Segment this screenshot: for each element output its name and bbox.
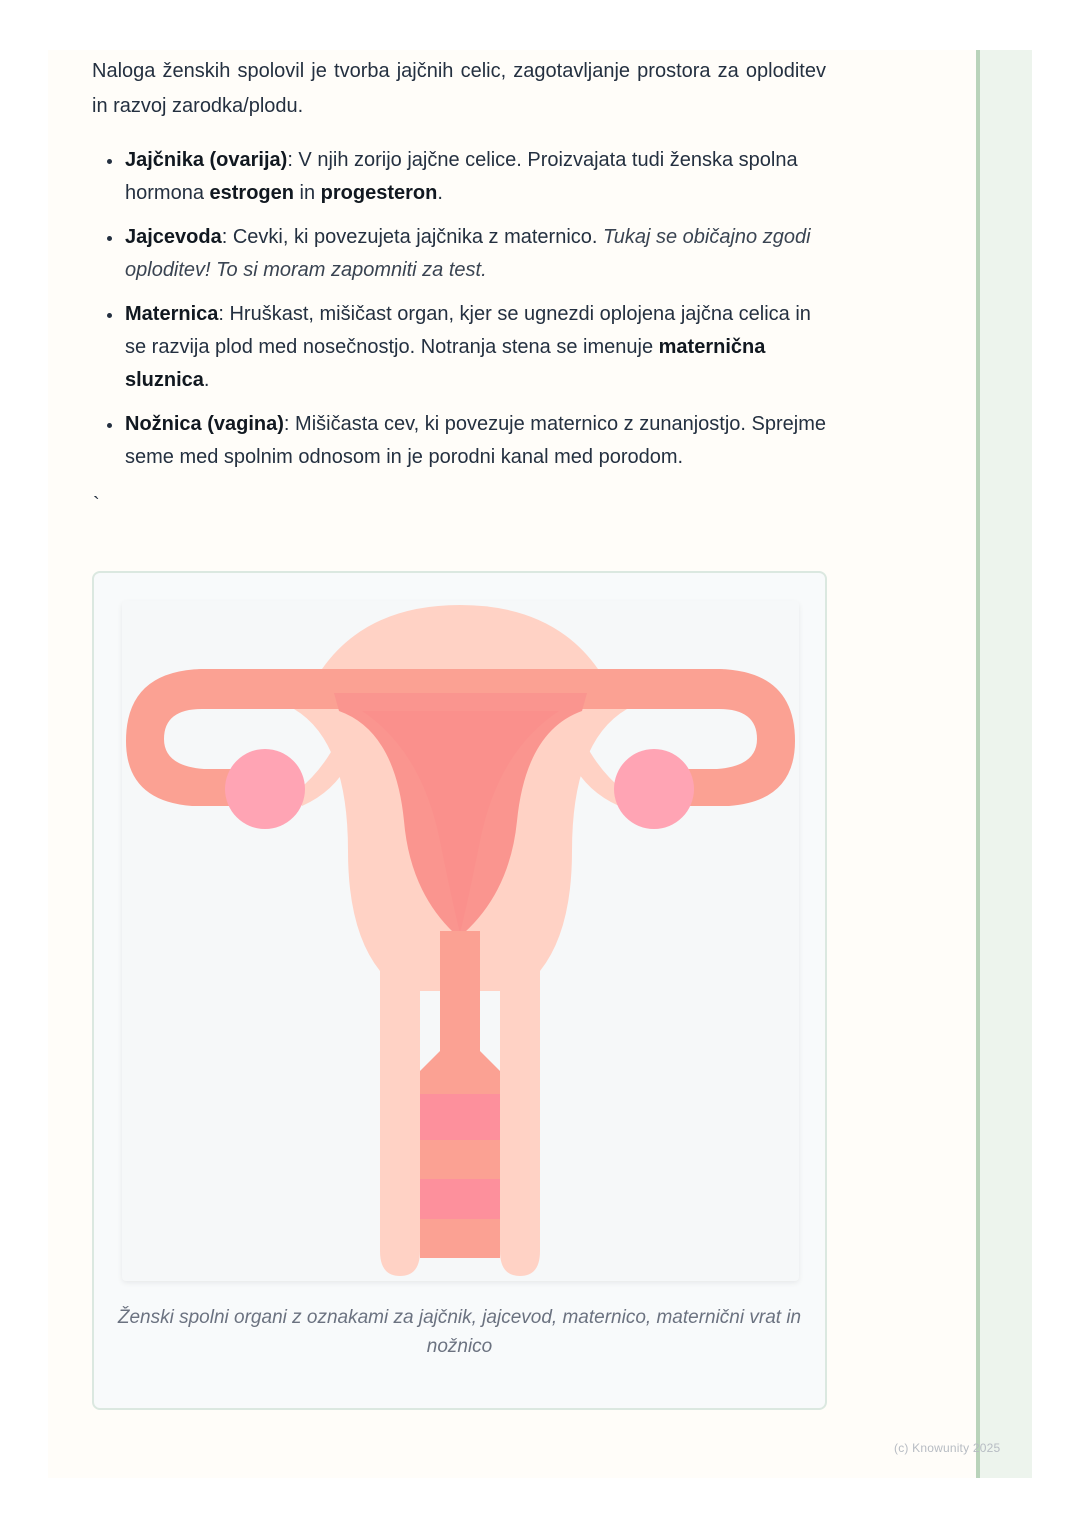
stray-backtick: `: [93, 494, 100, 516]
vaginal-ring-lower: [420, 1179, 500, 1219]
ovaries-period: .: [437, 182, 443, 204]
list-item-ovaries: [124, 144, 826, 210]
vaginal-ring-upper: [420, 1094, 500, 1140]
right-ovary: [614, 749, 694, 829]
list-item-fallopian-tubes: [124, 221, 826, 287]
term-ovaries: Jajčnika (ovarija): [125, 149, 288, 171]
term-progesterone: progesteron: [320, 182, 438, 204]
organ-list: [92, 144, 826, 474]
document-content: [92, 54, 826, 485]
term-uterus: Maternica: [125, 303, 219, 325]
copyright-notice: (c) Knowunity 2025: [894, 1441, 1001, 1455]
term-fallopian-tubes: Jajcevoda: [125, 226, 222, 248]
left-ovary: [225, 749, 305, 829]
vagina-description: : Mišičasta cev, ki povezuje maternico z zunanjostjo. Sprejme seme med spolnim odnosom in je porodni kanal med porodom.: [125, 413, 827, 468]
figure-box: [92, 571, 827, 1410]
list-item-uterus: [124, 298, 826, 397]
fallopian-tubes-note: Tukaj se običajno zgodi oploditev! To si moram zapomniti za test.: [125, 226, 811, 281]
term-endometrium: maternična sluznica: [125, 336, 766, 391]
uterus-period: .: [203, 369, 210, 391]
female-reproductive-organs-illustration: [122, 601, 799, 1281]
term-vagina: Nožnica (vagina): [125, 413, 284, 435]
list-item-vagina: [124, 408, 826, 474]
intro-paragraph: Naloga ženskih spolovil je tvorba jajčnih celic, zagotavljanje prostora za oploditev in razvoj zarodka/plodu.: [92, 60, 826, 117]
uterus-description: : Hruškast, mišičast organ, kjer se ugnezdi oplojena jajčna celica in se razvija plod med nosečnostjo. Notranja stena se imenuje: [125, 303, 811, 358]
fallopian-tubes-description: : Cevki, ki povezujeta jajčnika z maternico.: [221, 226, 604, 248]
uterus-fundus-dome: [322, 605, 598, 669]
term-estrogen: estrogen: [209, 182, 294, 204]
ovaries-description: : V njih zorijo jajčne celice. Proizvajata tudi ženska spolna hormona: [125, 149, 798, 204]
figure-caption: Ženski spolni organi z oznakami za jajčnik, jajcevod, maternico, maternični vrat in nožnico: [117, 1307, 802, 1357]
page-side-margin: [976, 50, 1032, 1478]
ovaries-connector: in: [293, 182, 321, 204]
